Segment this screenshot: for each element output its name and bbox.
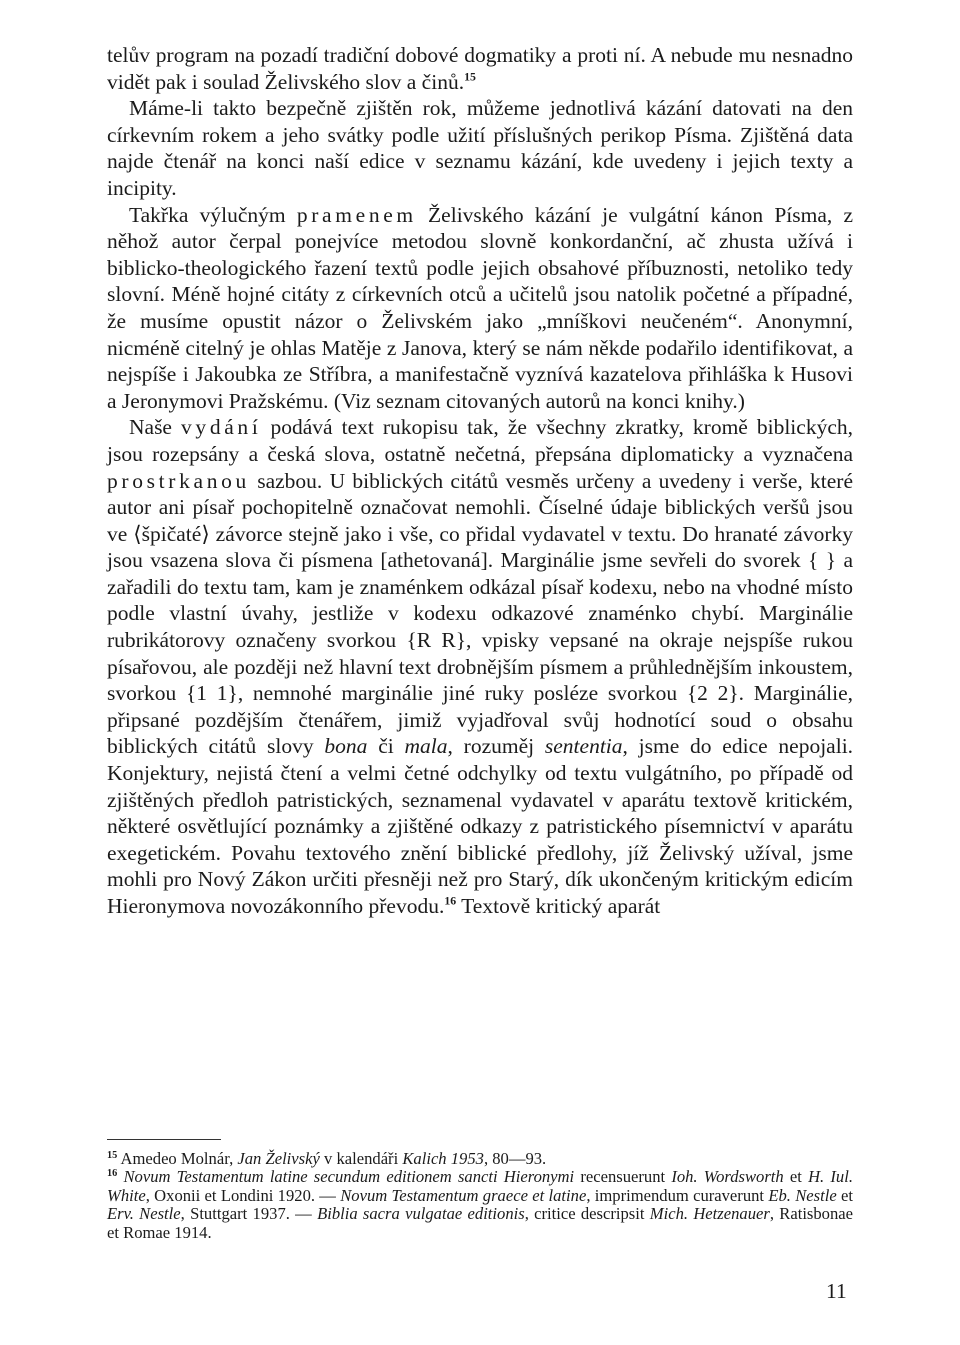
footnotes: [107, 1150, 853, 1242]
spaced-emphasis: vydání: [181, 415, 262, 440]
footnote-italic: Eb. Nestle: [768, 1185, 837, 1205]
paragraph: [107, 42, 853, 95]
footnote-text: , critice descripsit: [524, 1204, 645, 1224]
footnote-italic: Kalich 1953: [402, 1149, 484, 1168]
footnote: [107, 1168, 853, 1242]
footnote-text: et: [789, 1167, 802, 1187]
paragraph-text: , vpisky vepsané na okraje nejspíše rukou písařovou, ale později než hlavní text drobnějším písmem a průhlednějším inkoustem, svorkou: [107, 628, 854, 706]
footnote-text: recensuerunt: [580, 1167, 666, 1187]
paragraph: [107, 202, 853, 415]
footnote-number: 16: [107, 1168, 118, 1180]
footnote-italic: Novum Testamentum latine secundum editionem sancti Hieronymi: [123, 1167, 575, 1187]
footnote-text: v kalendáři: [324, 1149, 399, 1168]
spaced-emphasis: pramenem: [296, 202, 417, 227]
paragraph-text: Želivského kázání je vulgátní kánon Písma, z něhož autor čerpal ponejvíce metodou slovně konkordanční, ač zhusta užívá i biblicko-theologického řazení textů podle jejich obsahové příbuznosti, netoliko tedy slovní. Méně hojné citáty z církevních otců a učitelů jsou natolik početné a případné, že musíme opustit názor o Želivském jako „mníškovi neučeném“. Anonymní, nicméně citelný je ohlas Matěje z Janova, který se nám někde podařilo identifikovat, a nejspíše i Jakoubka ze Stříbra, a manifestačně vyznívá kazatelova přihláška k Husovi a Jeronymovi Pražskému. (Viz seznam citovaných autorů na konci knihy.): [107, 202, 854, 413]
paragraph-lead: Naše: [129, 415, 172, 440]
italic-term: bona: [324, 734, 368, 759]
brace-rubricator: {R R}: [406, 628, 467, 653]
brace-other-hand: {2 2}: [686, 681, 739, 706]
paragraph-text: , jsme do edice nepojali. Konjektury, nejistá čtení a velmi četné odchylky od textu vulgátního, po případě od zjištěných předloh patristických, seznamenal vydavatel v aparátu textově kritickém, některé osvětlující poznámky a zjištěné odkazy z patristického písemnictví v aparátu exegetickém. Povahu textového znění biblické předlohy, jíž Želivský užíval, jsme mohli pro Nový Zákon určiti přesněji než pro Starý, dík ukončeným kritickým edicím Hieronymova novozákonního převodu.: [107, 734, 854, 918]
footnote-text: et: [841, 1185, 853, 1205]
footnote-text: , Ratisbonae et Romae 1914.: [107, 1204, 854, 1242]
paragraph-text: sazbou. U biblických citátů vesměs určeny a uvedeny i verše, které autor ani písař pochopitelně označovat nemohli. Číselné údaje biblických veršů jsou ve ⟨špičaté⟩ závorce stejně jako i vše, co přidal vydavatel v textu. Do hranaté závorky jsou vsazena slova či písmena [athetovaná]. Marginálie jsme sevřeli do svorek { } a zařadili do textu tam, kam je znaménkem odkázal písař kodexu, nebo na vhodné místo podle vlastní úvahy, jestliže v kodexu odkazové znaménko chybí. Marginálie rubrikátorovy označeny svorkou: [107, 468, 854, 653]
footnote-text: Amedeo Molnár,: [120, 1149, 234, 1168]
spaced-emphasis: prostrkanou: [107, 468, 250, 493]
footnote-text: , Stuttgart 1937. —: [180, 1204, 312, 1224]
paragraph: [107, 414, 853, 919]
paragraph-text: Textově kritický aparát: [461, 894, 661, 918]
italic-term: sententia: [544, 734, 623, 759]
footnote-italic: Ioh. Wordsworth: [671, 1167, 784, 1187]
footnote: [107, 1150, 853, 1168]
paragraph-text: , rozuměj: [447, 734, 535, 759]
page-number: 11: [826, 1279, 847, 1303]
main-text: [107, 42, 853, 920]
footnote-italic: Mich. Hetzenauer: [649, 1204, 770, 1224]
paragraph-text: telův program na pozadí tradiční dobové dogmatiky a proti ní. A nebude mu nesnadno vidět pak i soulad Želivského slov a činů.: [107, 43, 853, 94]
footnote-italic: H. Iul. White: [107, 1167, 853, 1205]
footnote-italic: Erv. Nestle: [107, 1204, 181, 1224]
footnote-italic: Novum Testamentum graece et latine: [340, 1185, 587, 1205]
footnote-number: 15: [107, 1149, 118, 1161]
italic-term: mala: [404, 734, 448, 759]
paragraph-lead: Takřka výlučným: [129, 202, 286, 227]
footnote-text: , imprimendum curaverunt: [586, 1185, 765, 1205]
paragraph-text: podává text rukopisu tak, že všechny zkratky, kromě biblických, jsou rozepsány a česká slova, ostatně nečetná, přepsána diplomaticky a vyznačena: [107, 415, 853, 466]
footnote-italic: Jan Želivský: [237, 1149, 320, 1168]
footnote-reference: 16: [444, 893, 457, 908]
footnote-reference: 15: [464, 69, 476, 84]
paragraph-text: Máme-li takto bezpečně zjištěn rok, můžeme jednotlivá kázání datovati na den církevním rokem a jeho svátky podle užití příslušných perikop Písma. Zjištěná data najde čtenář na konci naší edice v seznamu kázání, kde uvedeny i jejich texty a incipity.: [107, 96, 853, 200]
footnote-text: , Oxonii et Londini 1920. —: [145, 1185, 336, 1205]
footnote-text: , 80—93.: [483, 1149, 547, 1168]
footnote-divider: [107, 1139, 221, 1140]
paragraph: [107, 95, 853, 201]
brace-scribe: {1 1}: [185, 681, 238, 706]
paragraph-text: . Marginálie, připsané pozdějším čtenářem, jimiž vyjadřoval svůj hodnotící soud o obsahu biblických citátů slovy: [107, 681, 854, 759]
footnote-italic: Biblia sacra vulgatae editionis: [317, 1204, 525, 1224]
paragraph-text: či: [378, 734, 394, 759]
paragraph-text: , nemnohé marginálie jiné ruky posléze svorkou: [237, 681, 678, 706]
